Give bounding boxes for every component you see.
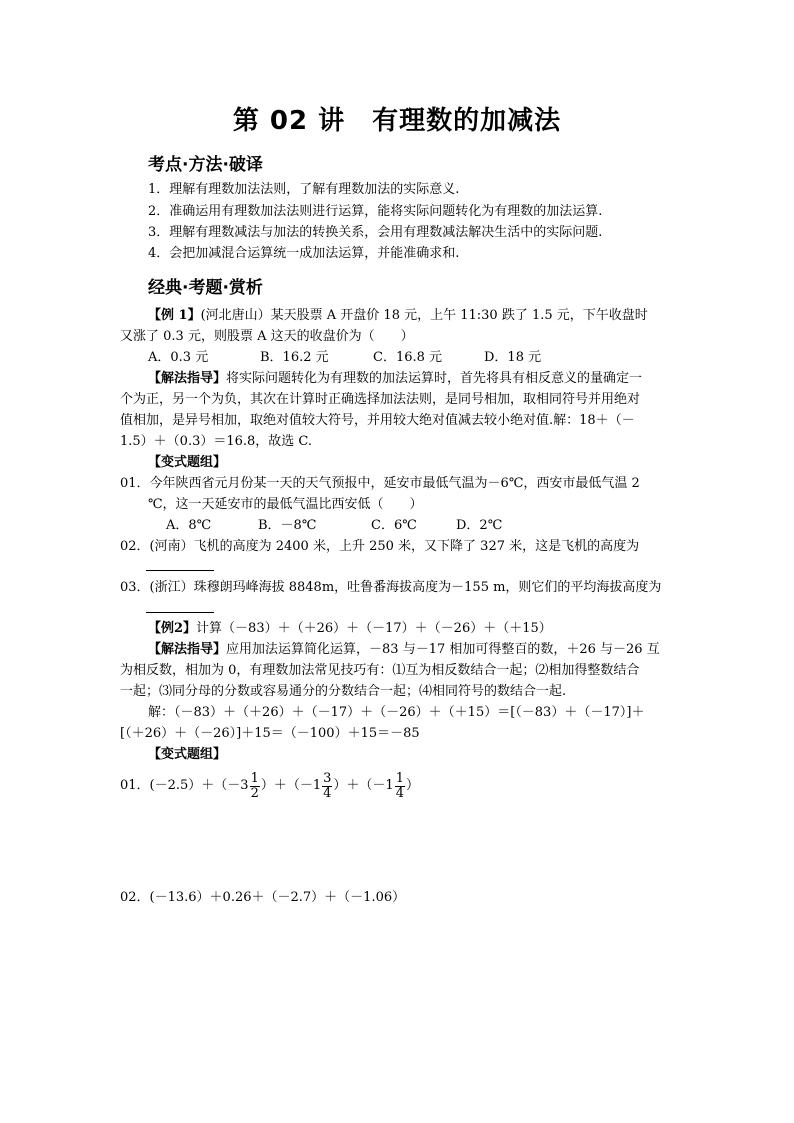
v2-q1-mid2: ）＋（－1 (333, 778, 394, 793)
guide1-line1 (148, 369, 642, 389)
point-item: 2．准确运用有理数加法法则进行运算，能将实际问题转化为有理数的加法运算. (148, 204, 603, 219)
example1-line2: 又涨了 0.3 元，则股票 A 这天的收盘价为（ ） (120, 329, 414, 344)
guide2-solution2: [（＋26）＋（－26）]＋15＝（－100）＋15＝－85 (120, 726, 420, 741)
v2-q1-mid1: ）＋（－1 (260, 778, 322, 793)
guide2-solution1: 解：（－83）＋（＋26）＋（－17）＋（－26）＋（＋15）＝[（－83）＋（－17）]＋ (148, 705, 645, 720)
guide2-line2: 为相反数，相加为 0，有理数加法常见技巧有：⑴互为相反数结合一起；⑵相加得整数结合 (120, 663, 640, 678)
guide1-line3: 值相加，是异号相加，取绝对值较大符号，并用较大绝对值减去较小绝对值.解：18＋（－ (120, 413, 635, 428)
denominator: 2 (250, 785, 259, 801)
denominator: 4 (395, 785, 404, 801)
guide1-line4: 1.5）＋（0.3）＝16.8，故选 C. (120, 434, 313, 449)
option-c: C．6℃ (371, 518, 417, 533)
option-a: A．8℃ (166, 518, 212, 533)
option-a: A．0.3 元 (148, 350, 209, 365)
numerator: 3 (323, 770, 332, 786)
guide1-text1: 将实际问题转化为有理数的加法运算时，首先将具有相反意义的量确定一 (226, 371, 643, 386)
guide2-line1 (148, 640, 660, 660)
variant-label: 【变式题组】 (148, 747, 227, 762)
example1-text1: (河北唐山）某天股票 A 开盘价 18 元，上午 11:30 跌了 1.5 元，下午收盘时 (200, 308, 648, 323)
answer-blank[interactable] (146, 598, 214, 613)
example1-options (148, 348, 708, 368)
point-item: 4．会把加减混合运算统一成加法运算，并能准确求和. (148, 246, 460, 261)
option-c: C．16.8 元 (373, 350, 443, 365)
v2-q1 (120, 766, 419, 806)
v1-q2: 02．(河南）飞机的高度为 2400 米，上升 250 米，又下降了 327 米，这是飞机的高度为 (120, 539, 640, 554)
guide1-line2: 个为正，另一个为负，其次在计算时正确选择加法法则，是同号相加，取相同符号并用绝对 (120, 392, 641, 407)
guide2-line3: 一起；⑶同分母的分数或容易通分的分数结合一起；⑷相同符号的数结合一起. (120, 684, 567, 699)
v2-q2: 02．(－13.6）＋0.26＋（－2.7）＋（－1.06） (120, 890, 406, 905)
point-item: 3．理解有理数减法与加法的转换关系，会用有理数减法解决生活中的实际问题. (148, 225, 603, 240)
fraction (250, 772, 260, 801)
fraction (322, 772, 332, 801)
variant-label: 【变式题组】 (148, 455, 227, 470)
v2-q1-prefix: 01．(－2.5）＋（－3 (120, 778, 249, 793)
example2-line (148, 619, 552, 639)
numerator: 1 (250, 770, 259, 786)
example2-text: 计算（－83）＋（＋26）＋（－17）＋（－26）＋（＋15） (196, 621, 552, 636)
example2-tag: 【例2】 (148, 621, 197, 636)
guide1-tag: 【解法指导】 (148, 371, 227, 386)
answer-blank[interactable] (146, 556, 214, 571)
denominator: 4 (323, 785, 332, 801)
page-title: 第 02 讲 有理数的加减法 (232, 106, 562, 136)
option-d: D．18 元 (484, 350, 542, 365)
v1-q3: 03．(浙江）珠穆朗玛峰海拔 8848m，吐鲁番海拔高度为－155 m，则它们的平均海拔高度为 (120, 580, 662, 595)
section-heading-points: 考点·方法·破译 (148, 155, 263, 175)
numerator: 1 (395, 770, 404, 786)
example1-line1 (148, 306, 648, 326)
example1-tag: 【例 1】 (148, 308, 201, 323)
guide2-tag: 【解法指导】 (148, 642, 227, 657)
fraction (395, 772, 405, 801)
guide2-text1: 应用加法运算简化运算，－83 与－17 相加可得整百的数，＋26 与－26 互 (226, 642, 660, 657)
option-d: D．2℃ (456, 518, 503, 533)
option-b: B．16.2 元 (260, 350, 329, 365)
v1-q1-options (166, 516, 566, 536)
v2-q1-end: ） (405, 778, 419, 793)
point-item: 1．理解有理数加法法则，了解有理数加法的实际意义. (148, 182, 460, 197)
section-heading-exam: 经典·考题·赏析 (148, 278, 263, 298)
v1-q1-line1: 01．今年陕西省元月份某一天的天气预报中，延安市最低气温为－6℃，西安市最低气温 2 (120, 476, 640, 491)
option-b: B．－8℃ (258, 518, 317, 533)
v1-q1-line2: ℃，这一天延安市的最低气温比西安低（ ） (148, 497, 423, 512)
